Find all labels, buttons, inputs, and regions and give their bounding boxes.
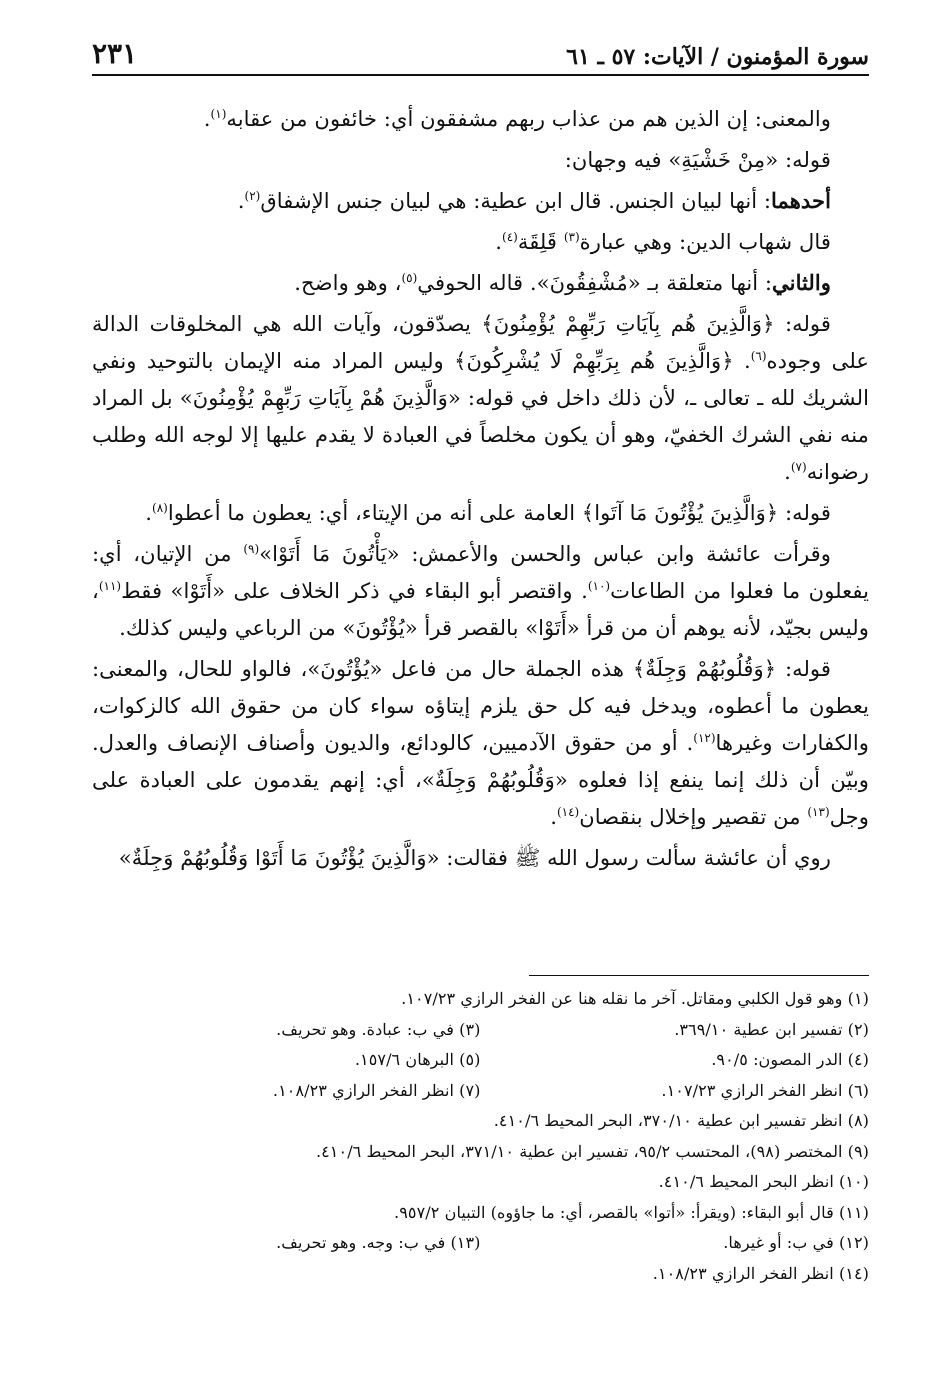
footnote-row	[92, 1259, 869, 1290]
footnote: (١١) قال أبو البقاء: (ويقرأ: «أتوا» بالقصر، أي: ما جاؤوه) التبيان ٩٥٧/٢.	[394, 1202, 869, 1222]
footnote: (٤) الدر المصون: ٩٠/٥.	[711, 1050, 869, 1069]
header-divider	[92, 74, 869, 76]
footnote-row	[92, 1015, 869, 1046]
footnote-ref[interactable]: (٨)	[152, 500, 168, 515]
paragraph	[92, 839, 869, 876]
footnote-ref[interactable]: (١٢)	[693, 730, 716, 745]
footnotes	[92, 984, 869, 1289]
paragraph	[92, 650, 869, 835]
footnote: (١٠) انظر البحر المحيط ٤١٠/٦.	[658, 1172, 869, 1191]
text-run: : أنها متعلقة بـ «مُشْفِقُونَ». قاله الحوفي	[417, 270, 773, 295]
text-run: . أو من حقوق الآدميين، كالودائع، والديون وأصناف الإنصاف والعدل. وبيّن أن ذلك إنما ينفع إذا فعلوه «وَقُلُوبُهُمْ وَجِلَةٌ»، أي: إنهم يقدمون على العبادة على وجل	[92, 730, 869, 829]
text-run: . ﴿وَالَّذِينَ هُم بِرَبِّهِمْ لَا يُشْرِكُونَ﴾ وليس المراد منه الإيمان بالتوحيد ونفي الشريك لله ـ تعالى ـ، لأن ذلك داخل في قوله: «وَالَّذِينَ هُمْ بِآيَاتِ رَبِّهِمْ يُؤْمِنُونَ» بل المراد منه نفي الشرك الخفيّ، وهو أن يكون مخلصاً في العبادة لا يقدم عليها إلا لوجه الله وطلب رضوانه	[92, 348, 869, 484]
footnote: (١٤) انظر الفخر الرازي ١٠٨/٢٣.	[652, 1263, 869, 1283]
footnote-row	[92, 1137, 869, 1168]
text-run: قَلِقَة	[517, 229, 564, 254]
footnote-row	[92, 1167, 869, 1198]
text-run: : أنها لبيان الجنس. قال ابن عطية: هي لبيان جنس الإشفاق	[260, 188, 772, 213]
text-run: .	[237, 188, 245, 213]
text-run: والمعنى: إن الذين هم من عذاب ربهم مشفقون أي: خائفون من عقابه	[226, 106, 831, 131]
footnote-ref[interactable]: (٩)	[243, 541, 260, 556]
footnote-ref[interactable]: (٥)	[401, 270, 418, 285]
paragraph	[92, 264, 869, 301]
paragraph	[92, 223, 869, 260]
text-run: .	[784, 459, 791, 484]
text-run: قوله: «مِنْ خَشْيَةِ» فيه وجهان:	[564, 147, 831, 172]
text-run: قال شهاب الدين: وهي عبارة	[579, 229, 831, 254]
text-run: قوله: ﴿وَالَّذِينَ هُم بِآيَاتِ رَبِّهِمْ يُؤْمِنُونَ﴾ يصدّقون، وآيات الله هي المخلوقات الدالة على وجوده	[92, 311, 869, 373]
text-run: . واقتصر أبو البقاء في ذكر الخلاف على «أَتَوْا» فقط	[121, 578, 588, 603]
footnote-ref[interactable]: (١١)	[98, 578, 122, 593]
text-run: وقرأت عائشة وابن عباس والحسن والأعمش: «يَأْتُونَ مَا أَتَوْا»	[259, 541, 832, 566]
text-run: .	[203, 106, 211, 131]
bold-term: أحدهما	[771, 188, 831, 213]
footnote: (٧) انظر الفخر الرازي ١٠٨/٢٣.	[272, 1080, 481, 1100]
footnote: (٥) البرهان ١٥٧/٦.	[354, 1050, 481, 1069]
bold-term: والثاني	[772, 270, 831, 295]
footnote-row	[92, 1045, 869, 1076]
text-run: من تقصير وإخلال بنقصان	[579, 804, 808, 829]
running-title: سورة المؤمنون / الآيات: ٥٧ ـ ٦١	[566, 44, 869, 70]
footnote-ref[interactable]: (١٠)	[587, 578, 611, 593]
text-run: ، وهو واضح.	[294, 270, 402, 295]
footnote-ref[interactable]: (١٣)	[807, 804, 830, 819]
text-run: .	[550, 804, 557, 829]
page-number: ٢٣١	[92, 37, 138, 70]
page-header	[92, 30, 869, 70]
footnote-row	[92, 1076, 869, 1107]
footnote: (١٢) في ب: أو غيرها.	[723, 1233, 869, 1252]
paragraph	[92, 535, 869, 646]
footnote-ref[interactable]: (٣)	[563, 229, 580, 244]
footnote: (٢) تفسير ابن عطية ٣٦٩/١٠.	[674, 1019, 869, 1039]
paragraph	[92, 182, 869, 219]
footnote: (٣) في ب: عبادة. وهو تحريف.	[276, 1019, 481, 1039]
text-run: روي أن عائشة سألت رسول الله ﷺ فقالت: «وَالَّذِينَ يُؤْتُونَ مَا أَتَوْا وَقُلُوبُهُمْ وَجِلَةٌ»	[118, 845, 831, 870]
text-run: من الإتيان، أي: يفعلون ما فعلوا من الطاعات	[92, 541, 870, 603]
footnote-ref[interactable]: (١)	[210, 106, 227, 121]
footnote-row	[92, 1106, 869, 1137]
footnote: (٦) انظر الفخر الرازي ١٠٧/٢٣.	[661, 1080, 869, 1100]
text-run: .	[145, 500, 153, 525]
footnote-row	[92, 984, 869, 1015]
text-run: قوله: ﴿وَالَّذِينَ يُؤْتُونَ مَا آتَوا﴾ العامة على أنه من الإيتاء، أي: يعطون ما أعطوا	[167, 500, 831, 525]
footnote-ref[interactable]: (٦)	[750, 348, 767, 363]
paragraph	[92, 494, 869, 531]
paragraph	[92, 141, 869, 178]
text-run: قوله: ﴿وَقُلُوبُهُمْ وَجِلَةٌ﴾ هذه الجملة حال من فاعل «يُؤْتُونَ»، فالواو للحال، والمعنى: يعطون ما أعطوه، ويدخل فيه كل حق يلزم إيتاؤه سواء كان من حقوق الله كالزكوات، والكفارات وغيرها	[92, 656, 869, 755]
footnote: (١٣) في ب: وجه. وهو تحريف.	[276, 1233, 481, 1252]
footnote: (٩) المختصر (٩٨)، المحتسب ٩٥/٢، تفسير ابن عطية ٣٧١/١٠، البحر المحيط ٤١٠/٦.	[315, 1141, 869, 1161]
paragraph	[92, 305, 869, 490]
text-run: .	[495, 229, 503, 254]
footnote-row	[92, 1198, 869, 1229]
footnote-divider	[529, 975, 869, 976]
paragraph	[92, 100, 869, 137]
footnote-ref[interactable]: (١٤)	[556, 804, 580, 819]
footnote-row	[92, 1228, 869, 1259]
footnote: (١) وهو قول الكلبي ومقاتل. آخر ما نقله هنا عن الفخر الرازي ١٠٧/٢٣.	[401, 989, 869, 1008]
main-text	[92, 100, 869, 880]
text-run: ، وليس بجيّد، لأنه يوهم أن من قرأ «أَتَوْا» بالقصر قرأ «يُؤْتُونَ» من الرباعي وليس كذلك.	[92, 578, 869, 640]
footnote-ref[interactable]: (٢)	[244, 188, 261, 203]
footnote: (٨) انظر تفسير ابن عطية ٣٧٠/١٠، البحر المحيط ٤١٠/٦.	[493, 1111, 869, 1130]
footnote-ref[interactable]: (٧)	[790, 459, 807, 474]
footnote-ref[interactable]: (٤)	[502, 229, 518, 244]
